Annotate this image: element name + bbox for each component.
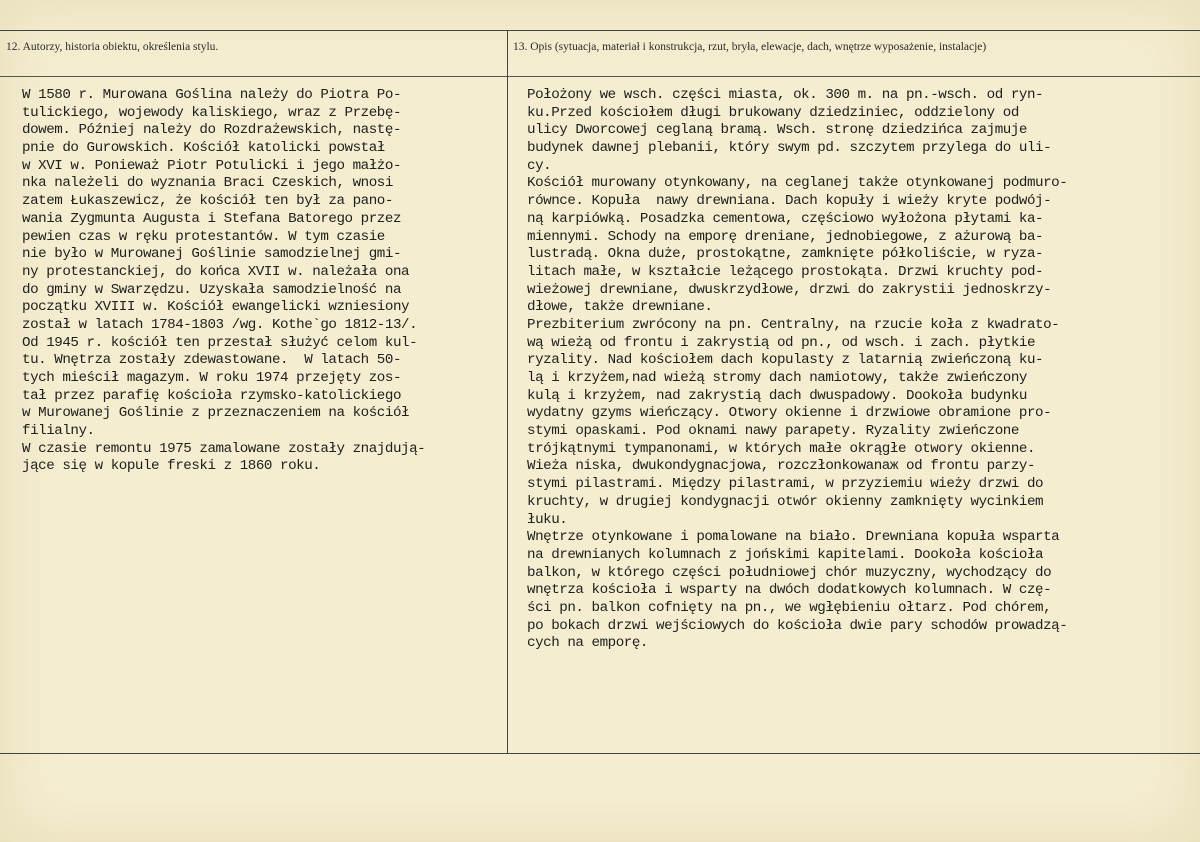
history-text-line: pnie do Gurowskich. Kościół katolicki powstał	[22, 140, 385, 157]
description-text-line: miennymi. Schody na emporę dreniane, jednobiegowe, z ażurową ba-	[527, 228, 1044, 245]
description-text-line: Kościół murowany otynkowany, na ceglanej także otynkowanej podmuro-	[527, 175, 1068, 192]
top-rule	[0, 30, 1200, 31]
history-text-line: filialny.	[22, 423, 95, 440]
description-text-line: cych na emporę.	[527, 635, 648, 652]
description-text-line: cy.	[527, 157, 552, 174]
history-text-line: do gminy w Swarzędzu. Uzyskała samodzielność na	[22, 281, 402, 298]
description-text-line: ryzality. Nad kościołem dach kopulasty z latarnią zwieńczoną ku-	[527, 352, 1044, 369]
description-text-line: wą wieżą od frontu i zakrystią od pn., od wsch. i zach. płytkie	[527, 334, 1036, 351]
description-text-line: Wieża niska, dwukondygnacjowa, rozczłonkowanaж od frontu parzy-	[527, 458, 1036, 475]
history-text-line: tych mieścił magazym. W roku 1974 przejęty zos-	[22, 370, 402, 386]
description-text-line: wieżowej drewniane, dwuskrzydłowe, drzwi do zakrystii jednoskrzy-	[527, 281, 1052, 298]
history-text-line: wania Zygmunta Augusta i Stefana Batorego przez	[22, 210, 402, 227]
description-text-line: łuku.	[527, 511, 568, 528]
description-text-line: na drewnianych kolumnaсh z jońskimi kapitelami. Dookoła kościoła	[527, 546, 1044, 563]
description-text-line: ści pn. balkon cofnięty na pn., we wgłębieniu ołtarz. Pod chórem,	[527, 599, 1052, 616]
history-text-line: jące się w kopule freski z 1860 roku.	[22, 458, 321, 475]
section-13-heading: 13. Opis (sytuacja, materiał i konstrukcja, rzut, bryła, elewacje, dach, wnętrze wyposażenie, instalacje)	[513, 41, 987, 53]
description-text-line: balkon, w którego części południowej chór muzyczny, wychodzący do	[527, 564, 1052, 581]
description-text-line: kruchty, w drugiej kondygnacji otwór okienny zamknięty wycinkiem	[527, 493, 1044, 510]
description-text-line: wnętrza kościoła i wsparty na dwóch dodatkowych kolumnach. W czę-	[527, 582, 1052, 599]
description-text-line: ną karpiówką. Posadzka cementowa, częściowo wyłożona płytami ka-	[527, 210, 1044, 227]
description-text-column	[527, 87, 1199, 653]
history-text-line: w Murowanej Goślinie z przeznaczeniem na kościół	[22, 405, 410, 422]
right-header-underline	[508, 76, 1200, 77]
history-text-line: pewien czas w ręku protestantów. W tym czasie	[22, 228, 385, 245]
history-text-line: w XVI w. Ponieważ Piotr Potulicki i jego małżo-	[22, 157, 402, 174]
left-header-underline	[0, 76, 507, 77]
history-text-line: nie było w Murowanej Goślinie samodzielnej gmi-	[22, 246, 402, 263]
description-text-line: ulicy Dworcowej ceglaną bramą. Wsch. stronę dziedzińca zajmuje	[527, 122, 1027, 139]
description-text-line: dłowe, także drewniane.	[527, 299, 713, 316]
history-text-line: tał przez parafię kościoła rzymsko-katolickiego	[22, 387, 402, 404]
history-text-line: tulickiego, wojewody kaliskiego, wraz z Przebę-	[22, 104, 402, 121]
history-text-line: W czasie remontu 1975 zamalowane zostały znajdują-	[22, 440, 426, 457]
description-text-line: Wnętrze otynkowane i pomalowane na biało. Drewniana kopuła wsparta	[527, 529, 1060, 546]
history-text-line: Od 1945 r. kościół ten przestał służyć celom kul-	[22, 334, 418, 351]
history-text-line: zatem Łukaszewicz, że kościół ten był za pano-	[22, 193, 393, 210]
description-text-line: trójkątnymi tympanonami, w których małe okrągłe otwory okienne.	[527, 440, 1036, 457]
history-text-line: ny protestanckiej, do końca XVII w. należała ona	[22, 263, 410, 280]
description-text-line: stymi opaskami. Pod oknami nawy parapety. Ryzality zwieńczone	[527, 423, 1019, 440]
description-text-line: lustradą. Okna duże, prostokątne, zamknięte półkoliście, w ryza-	[527, 246, 1044, 263]
description-text-line: Położony we wsch. części miasta, ok. 300 m. na pn.-wsch. od ryn-	[527, 87, 1044, 103]
history-text-line: został w latach 1784-1803 /wg. Kothe`go 1812-13/.	[22, 316, 418, 333]
history-text-line: nka należeli do wyznania Braci Czeskich, wnosi	[22, 175, 393, 192]
history-text-line: dowem. Później należy do Rozdrażewskich, nastę-	[22, 122, 402, 139]
history-text-column	[22, 87, 504, 476]
history-text-line: początku XVIII w. Kościół ewangelicki wzniesiony	[22, 299, 410, 316]
history-text-line: W 1580 r. Murowana Goślina należy do Piotra Po-	[22, 87, 402, 103]
description-text-line: kulą i krzyżem, nad zakrystią dach dwuspadowy. Dookoła budynku	[527, 387, 1027, 404]
column-divider	[507, 30, 508, 753]
description-text-line: litach małe, w kształcie leżącego prostokąta. Drzwi kruchty pod-	[527, 263, 1044, 280]
description-text-line: Prezbiterium zwrócony na pn. Centralny, na rzucie koła z kwadrato-	[527, 316, 1060, 333]
description-text-line: równce. Kopuła nawy drewniana. Dach kopuły i wieży kryte podwój-	[527, 193, 1052, 210]
description-text-line: po bokach drzwi wejściowych do kościoła dwie pary schodów prowadzą-	[527, 617, 1068, 634]
description-text-line: ku.Przed kościołem długi brukowany dziedziniec, oddzielony od	[527, 104, 1019, 121]
description-text-line: stymi pilastrami. Między pilastrami, w przyziemiu wieży drzwi do	[527, 476, 1044, 493]
description-text-line: budynek dawnej plebanii, który swym pd. szczytem przylega do uli-	[527, 140, 1052, 157]
bottom-rule	[0, 753, 1200, 754]
section-12-heading: 12. Autorzy, historia obiektu, określenia stylu.	[6, 41, 219, 53]
description-text-line: lą i krzyżem,nad wieżą stromy dach namiotowy, także zwieńczony	[527, 370, 1027, 386]
history-text-line: tu. Wnętrza zostały zdewastowane. W latach 50-	[22, 352, 402, 369]
description-text-line: wydatny gzyms wieńczący. Otwory okienne i drzwiowe obramione pro-	[527, 405, 1052, 422]
